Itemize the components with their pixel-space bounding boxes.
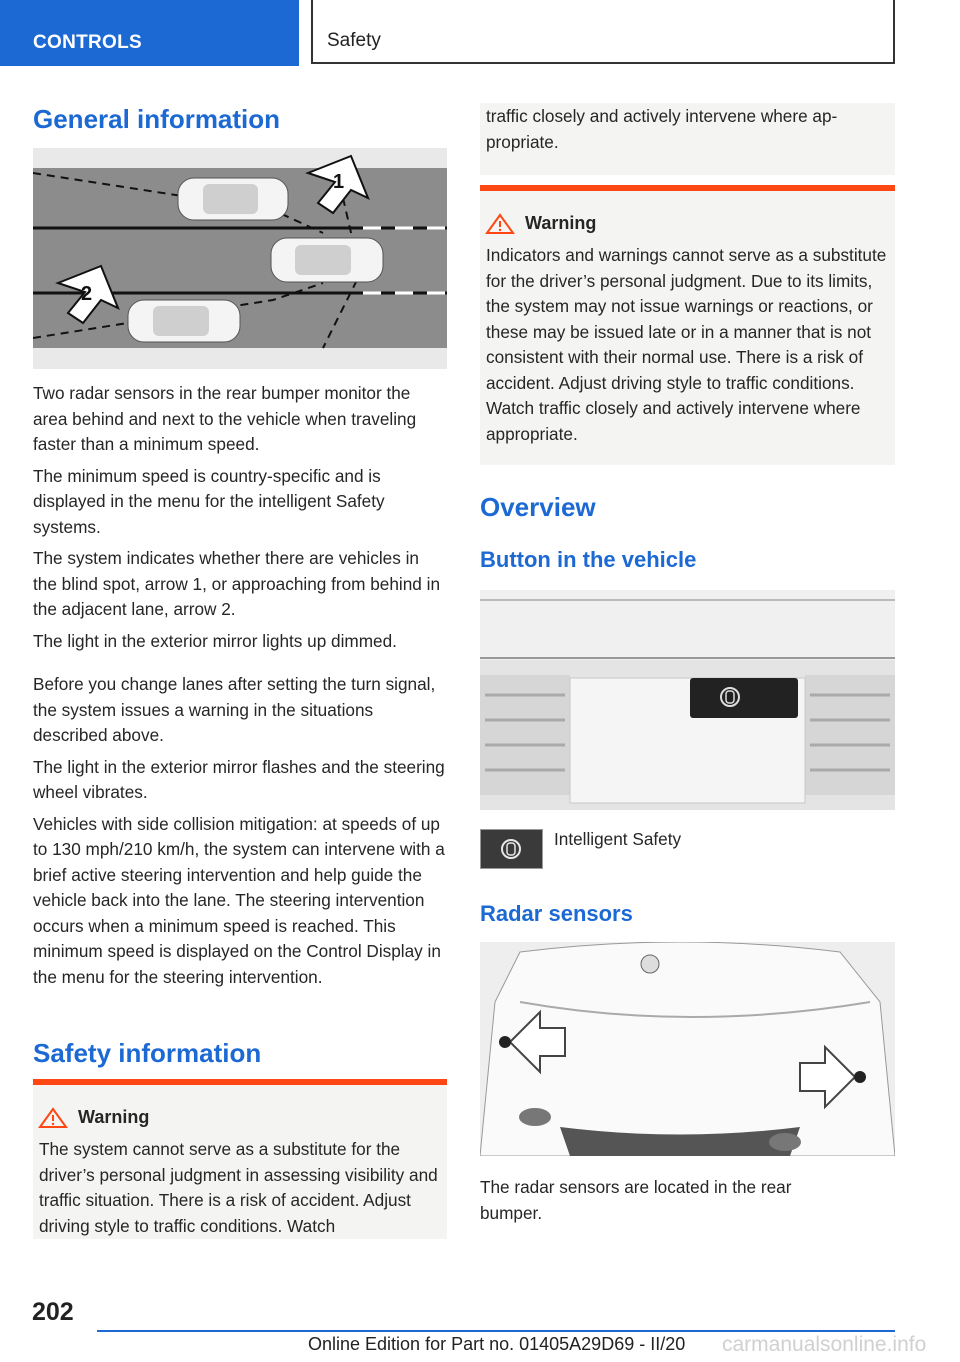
page-number: 202: [32, 1298, 74, 1326]
footer-rule: [97, 1330, 895, 1332]
section-label: CONTROLS: [33, 32, 143, 53]
car-bottom: [128, 300, 240, 342]
blind-spot-diagram: [33, 148, 447, 369]
svg-text:1: 1: [333, 171, 345, 193]
car-top: [178, 178, 288, 220]
warning-continuation: [480, 103, 895, 175]
overview-heading: Overview: [480, 492, 596, 522]
warning-box: [33, 1079, 447, 1239]
warning-text: Indicators and warnings cannot serve as a substitute for the driver’s personal judgment. Due to its limits, the system may not issue warnings or reactions, or these may be issued late or in a manner that is not consistent with their normal use. There is a risk of accident. Adjust driving style to traffic conditions. Watch traffic closely and actively intervene where appropriate.: [486, 245, 887, 444]
warning-continuation-text: traffic closely and actively intervene where appropriate.: [486, 106, 838, 152]
general-information-heading: General information: [33, 104, 281, 134]
button-label: Intelligent Safety: [554, 829, 682, 849]
paragraph: The minimum speed is country-specific and is displayed in the menu for the intelligent Safety systems.: [33, 465, 385, 537]
section-tab: [0, 0, 299, 66]
radar-sensors-heading: Radar sensors: [480, 901, 633, 926]
paragraph: Vehicles with side collision mitigation: at speeds of up to 130 mph/210 km/h, the system can intervene with a brief active steering intervention and help guide the vehicle back into the lane. The steering intervention occurs when a minimum speed is reached. This minimum speed is displayed on the Control Display in the menu for the steering intervention.: [33, 813, 445, 987]
safety-information-heading: Safety information: [33, 1038, 262, 1068]
paragraph: Before you change lanes after setting the turn signal, the system issues a warning in the situations described above.: [33, 674, 436, 745]
rear-bumper-illustration: [480, 942, 895, 1156]
chapter-title: Safety: [327, 30, 381, 51]
watermark-text: carmanualsonline.info: [722, 1333, 927, 1356]
paragraph: The system indicates whether there are vehicles in the blind spot, arrow 1, or approaching from behind in the adjacent lane, arrow 2.: [33, 548, 441, 619]
general-text: [33, 381, 447, 990]
radar-sensors-figure: [480, 942, 895, 1156]
button-location-figure: [480, 590, 895, 810]
blind-spot-figure: [33, 148, 447, 369]
intelligent-safety-button-icon: [480, 829, 543, 869]
paragraph: Two radar sensors in the rear bumper monitor the area behind and next to the vehicle when traveling faster than a minimum speed.: [33, 383, 417, 454]
warning-title: Warning: [525, 213, 597, 233]
edition-text: Online Edition for Part no. 01405A29D69 - II/20: [308, 1334, 686, 1354]
safety-button-panel: [690, 678, 798, 718]
paragraph: The light in the exterior mirror flashes and the steering wheel vibrates.: [33, 756, 445, 802]
paragraph: The light in the exterior mirror lights up dimmed.: [33, 630, 397, 651]
warning-box: [480, 185, 895, 465]
warning-triangle-icon: [485, 213, 515, 235]
warning-title: Warning: [78, 1107, 150, 1127]
safety-symbol-icon: [481, 830, 542, 868]
dashboard-illustration: [480, 590, 895, 810]
chapter-header: [311, 0, 895, 64]
radar-sensors-text: The radar sensors are located in the rear bumper.: [480, 1177, 792, 1223]
warning-text: The system cannot serve as a substitute for the driver’s personal judgment in assessing visibility and traffic situation. There is a risk of accident. Adjust driving style to traffic conditions. Watch: [39, 1139, 438, 1236]
svg-text:2: 2: [81, 283, 93, 305]
warning-triangle-icon: [38, 1107, 68, 1129]
car-middle: [271, 238, 383, 282]
button-in-vehicle-heading: Button in the vehicle: [480, 547, 697, 572]
